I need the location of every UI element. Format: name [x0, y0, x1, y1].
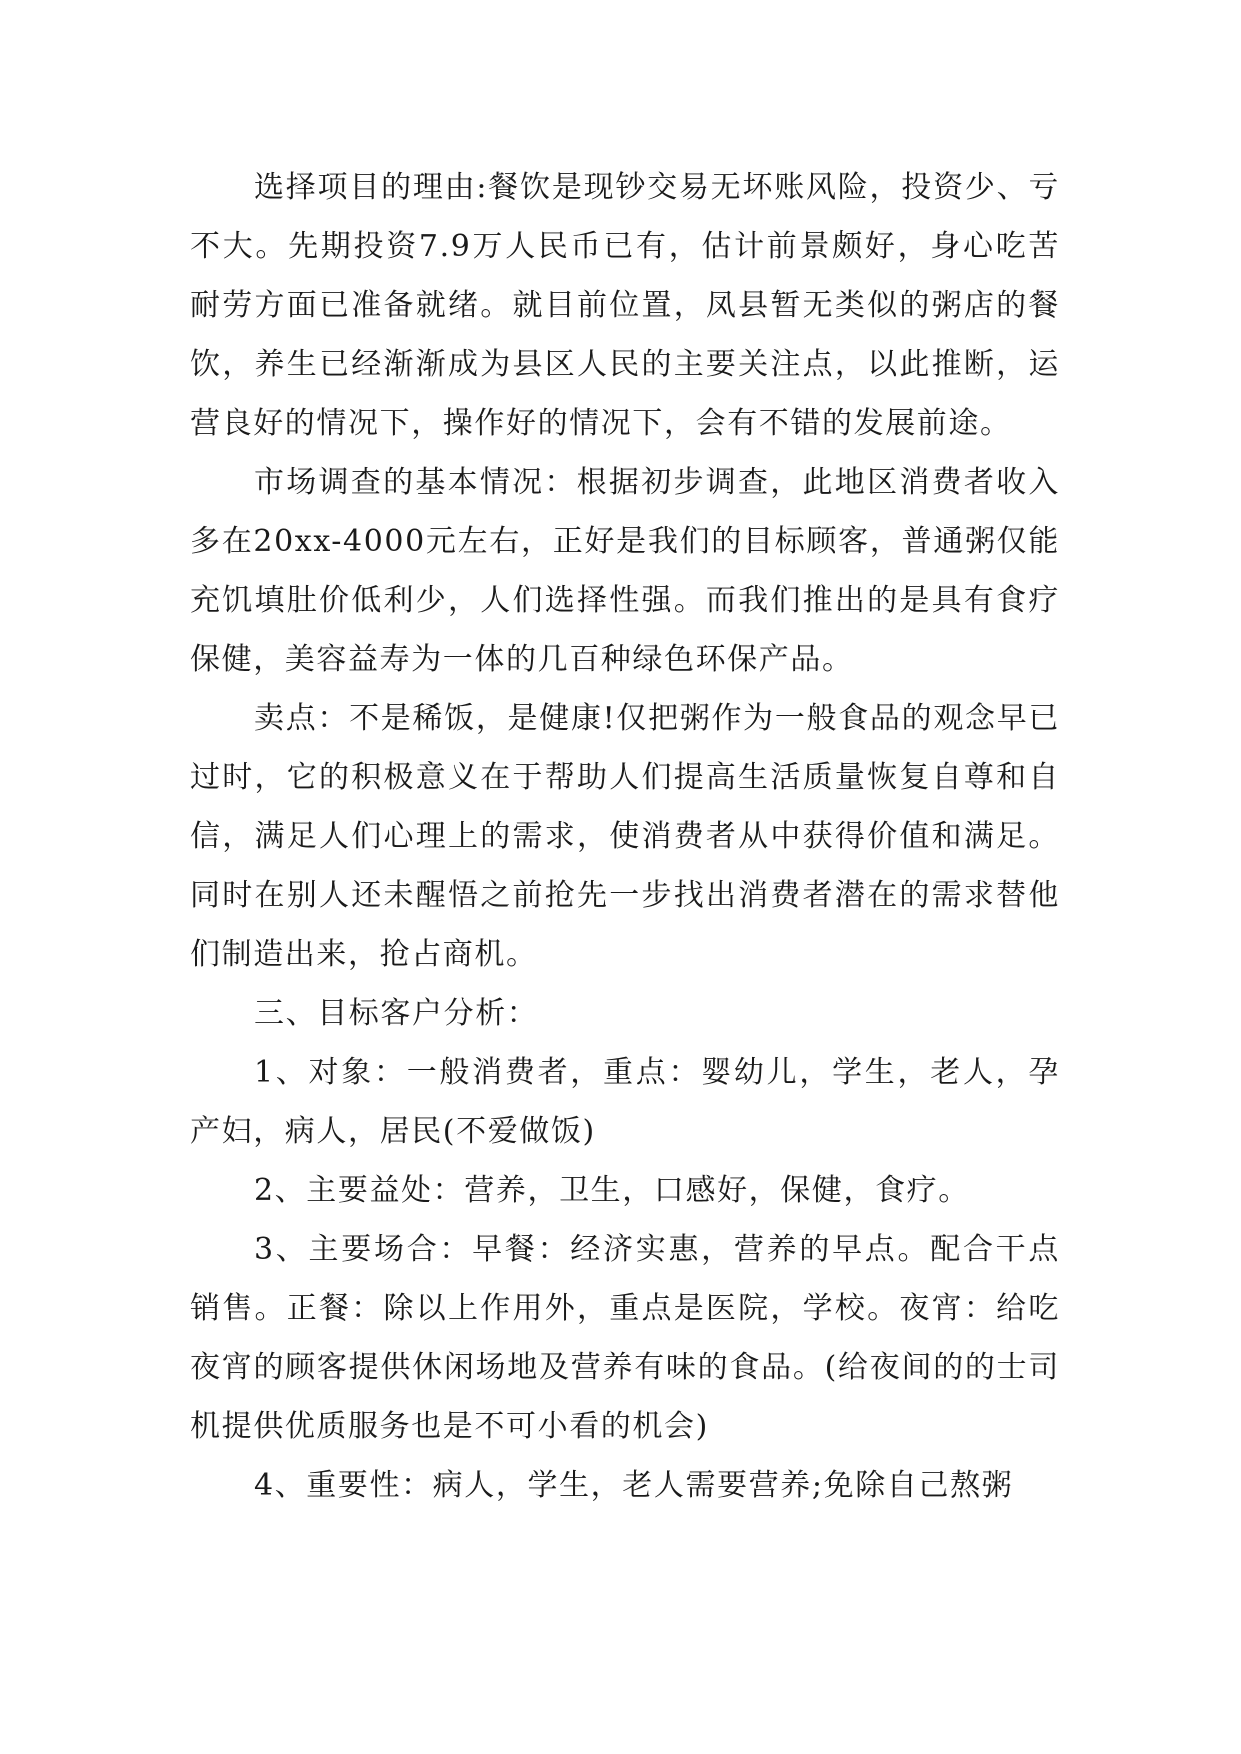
paragraph-market-survey: 市场调查的基本情况：根据初步调查，此地区消费者收入多在20xx-4000元左右，正好是我们的目标顾客，普通粥仅能充饥填肚价低利少，人们选择性强。而我们推出的是具有食疗保健，美容益寿为一体的几百种绿色环保产品。	[190, 465, 1060, 677]
list-item-importance: 4、重要性：病人，学生，老人需要营养;免除自己熬粥	[254, 1468, 1014, 1503]
list-item-benefits: 2、主要益处：营养，卫生，口感好，保健，食疗。	[254, 1173, 970, 1208]
list-item-occasions: 3、主要场合：早餐：经济实惠，营养的早点。配合干点销售。正餐：除以上作用外，重点是医院，学校。夜宵：给吃夜宵的顾客提供休闲场地及营养有味的食品。(给夜间的的士司机提供优质服务也是不可小看的机会)	[190, 1232, 1060, 1444]
list-item-audience: 1、对象：一般消费者，重点：婴幼儿，学生，老人，孕产妇，病人，居民(不爱做饭)	[190, 1055, 1060, 1149]
paragraph-selling-point: 卖点：不是稀饭，是健康!仅把粥作为一般食品的观念早已过时，它的积极意义在于帮助人们提高生活质量恢复自尊和自信，满足人们心理上的需求，使消费者从中获得价值和满足。同时在别人还未醒悟之前抢先一步找出消费者潜在的需求替他们制造出来，抢占商机。	[190, 701, 1060, 972]
section-heading-target-customers: 三、目标客户分析：	[254, 996, 539, 1031]
paragraph-project-reason: 选择项目的理由:餐饮是现钞交易无坏账风险，投资少、亏不大。先期投资7.9万人民币已有，估计前景颇好，身心吃苦耐劳方面已准备就绪。就目前位置，凤县暂无类似的粥店的餐饮，养生已经渐渐成为县区人民的主要关注点，以此推断，运营良好的情况下，操作好的情况下，会有不错的发展前途。	[190, 170, 1060, 441]
document-page	[190, 158, 1060, 1515]
